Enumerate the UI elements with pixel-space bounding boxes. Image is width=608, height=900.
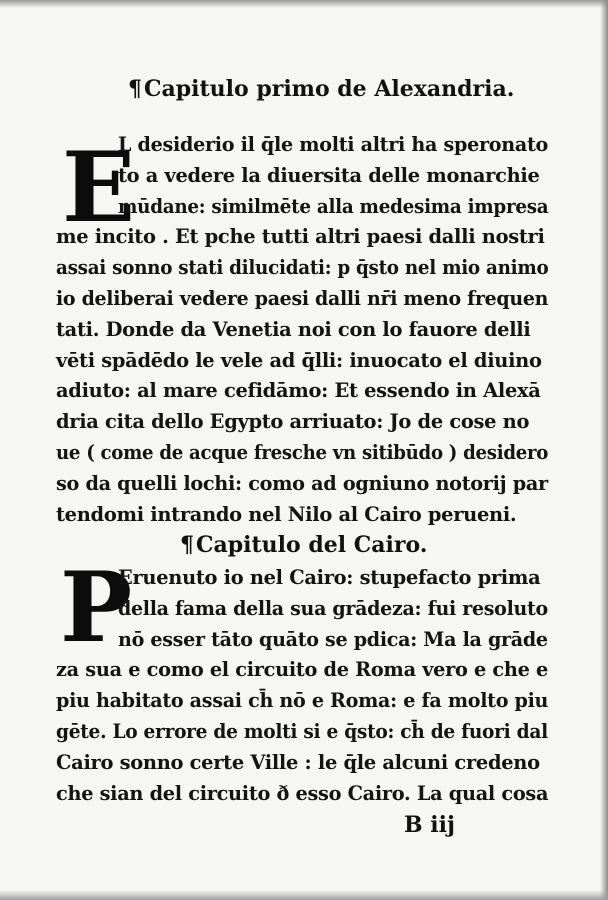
text-line: tendomi intrando nel Nilo al Cairo perueni.	[56, 502, 517, 526]
signature-mark: B iij	[404, 812, 455, 838]
text-line: nō esser tāto quāto se pdica: Ma la grāde	[118, 627, 548, 651]
text-line: tati. Donde da Venetia noi con lo fauore delli	[56, 317, 531, 341]
text-line: za sua e como el circuito de Roma vero e che e	[56, 658, 548, 682]
text-line: che sian del circuito ð esso Cairo. La qual cosa	[56, 781, 549, 805]
text-line: so da quelli lochi: como ad ogniuno notorij par	[56, 471, 548, 495]
paragraph-alexandria	[56, 130, 550, 530]
text-line: vēti spādēdo le vele ad q̄lli: inuocato el diuino	[56, 348, 542, 372]
text-line: adiuto: al mare cefidāmo: Et essendo in Alexā	[56, 379, 541, 403]
text-line: ue ( come de acque fresche vn sitibūdo ) desidero	[56, 440, 549, 464]
text-line: della fama della sua grādeza: fui resoluto	[118, 596, 548, 620]
text-line: gēte. Lo errore de molti si e q̄sto: ch̄ de fuori dal	[56, 719, 548, 743]
text-line: L desiderio il q̄le molti altri ha speronato	[118, 133, 549, 156]
drop-cap-e: E	[62, 131, 136, 244]
pilcrow-mark: ¶	[128, 76, 142, 102]
text-line: Eruenuto io nel Cairo: stupefacto prima	[118, 566, 541, 589]
text-line: assai sonno stati dilucidati: p q̄sto nel mio animo	[56, 256, 549, 280]
paragraph-cairo	[56, 563, 550, 809]
text-line: mūdane: similmēte alla medesima impresa	[118, 194, 549, 218]
chapter-heading-cairo	[180, 532, 560, 558]
heading-text: Capitulo primo de Alexandria.	[144, 76, 515, 102]
heading-text: Capitulo del Cairo.	[196, 532, 428, 558]
pilcrow-mark: ¶	[180, 532, 194, 558]
text-line: io deliberai vedere paesi dalli nr̄i meno frequen	[56, 286, 549, 310]
text-line: me incito . Et pche tutti altri paesi dalli nostri	[56, 225, 545, 249]
chapter-heading-alexandria	[128, 76, 515, 102]
text-line: to a vedere la diuersita delle monarchie	[118, 163, 540, 187]
text-line: Cairo sonno certe Ville : le q̄le alcuni credeno	[56, 750, 540, 774]
text-line: piu habitato assai ch̄ nō e Roma: e fa molto piu	[56, 689, 549, 713]
scan-edge-bottom	[0, 890, 608, 900]
drop-cap-p: P	[60, 551, 133, 664]
scan-edge-right	[600, 0, 608, 900]
scan-edge-top	[0, 0, 608, 8]
text-line: dria cita dello Egypto arriuato: Jo de cose no	[56, 410, 530, 434]
